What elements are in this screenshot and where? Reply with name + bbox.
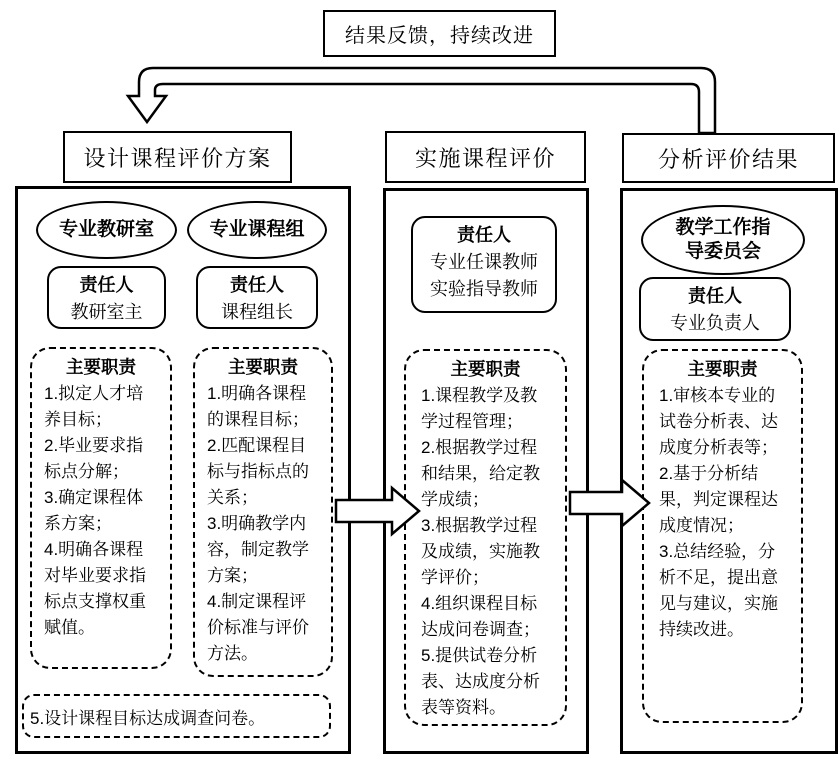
duty-item: 1.课程教学及教学过程管理； xyxy=(421,386,538,431)
duties-box-teachers xyxy=(404,349,567,726)
responsible-box-program-leader xyxy=(639,277,791,341)
responsible-name: 专业任课教师 xyxy=(430,252,538,272)
stage-header-design xyxy=(63,131,292,183)
duty-item: 2.匹配课程目标与指标点的关系； xyxy=(207,436,309,507)
duty-item: 1.明确各课程的课程目标； xyxy=(207,384,309,429)
responsible-name: 实验指导教师 xyxy=(430,279,538,299)
org-ellipse-course-group xyxy=(187,201,327,259)
responsible-box-teachers xyxy=(411,216,557,313)
org-ellipse-steering-committee xyxy=(641,205,805,275)
feedback-box xyxy=(323,10,556,57)
stage-header-analyze-label: 分析评价结果 xyxy=(657,146,799,172)
responsible-name: 教研室主 xyxy=(70,302,143,322)
duty-item: 3.明确教学内容，制定教学方案； xyxy=(207,514,309,585)
duties-extra-note xyxy=(22,694,331,738)
duty-item: 2.毕业要求指标点分解； xyxy=(44,436,144,481)
duties-title: 主要职责 xyxy=(450,359,521,379)
stage-header-implement-label: 实施课程评价 xyxy=(414,145,556,171)
feedback-loop-arrow-icon xyxy=(128,68,715,133)
duty-item: 3.根据教学过程及成绩，实施教学评价； xyxy=(421,516,540,587)
duty-item: 4.制定课程评价标准与评价方法。 xyxy=(207,592,309,663)
duty-item: 1.拟定人才培养目标； xyxy=(44,384,144,429)
responsible-name: 专业负责人 xyxy=(670,313,760,333)
org-label: 教学工作指导委员会 xyxy=(675,217,771,262)
org-ellipse-teaching-office xyxy=(36,201,177,259)
duty-item: 3.确定课程体系方案； xyxy=(44,488,144,533)
duties-title: 主要职责 xyxy=(687,359,758,379)
responsible-box-group-leader xyxy=(196,266,318,329)
duties-extra-note-label: 5.设计课程目标达成调查问卷。 xyxy=(30,708,266,728)
org-label: 专业课程组 xyxy=(209,219,305,240)
duty-item: 3.总结经验，分析不足，提出意见与建议，实施持续改进。 xyxy=(659,542,778,639)
feedback-label: 结果反馈，持续改进 xyxy=(345,25,534,47)
stage-header-implement xyxy=(385,131,586,183)
duty-item: 2.根据教学过程和结果，给定教学成绩； xyxy=(421,438,540,509)
responsible-title: 责任人 xyxy=(79,275,134,295)
duty-item: 1.审核本专业的试卷分析表、达成度分析表等； xyxy=(659,386,778,457)
duties-box-course-group xyxy=(193,347,333,677)
duty-item: 5.提供试卷分析表、达成度分析表等资料。 xyxy=(421,646,540,717)
duties-title: 主要职责 xyxy=(228,357,298,377)
responsible-name: 课程组长 xyxy=(221,302,293,322)
duty-item: 2.基于分析结果，判定课程达成度情况； xyxy=(659,464,778,535)
responsible-title: 责任人 xyxy=(688,286,742,306)
duty-item: 4.明确各课程对毕业要求指标点支撑权重赋值。 xyxy=(44,540,146,637)
stage-header-analyze xyxy=(622,133,835,183)
stage-header-design-label: 设计课程评价方案 xyxy=(83,145,272,171)
responsible-box-office-head xyxy=(47,266,166,329)
duties-title: 主要职责 xyxy=(66,357,136,377)
org-label: 专业教研室 xyxy=(58,219,154,240)
duties-box-office xyxy=(30,347,172,669)
duties-box-committee xyxy=(642,349,803,723)
duty-item: 4.组织课程目标达成问卷调查； xyxy=(421,594,540,639)
responsible-title: 责任人 xyxy=(230,275,284,295)
responsible-title: 责任人 xyxy=(457,225,511,245)
